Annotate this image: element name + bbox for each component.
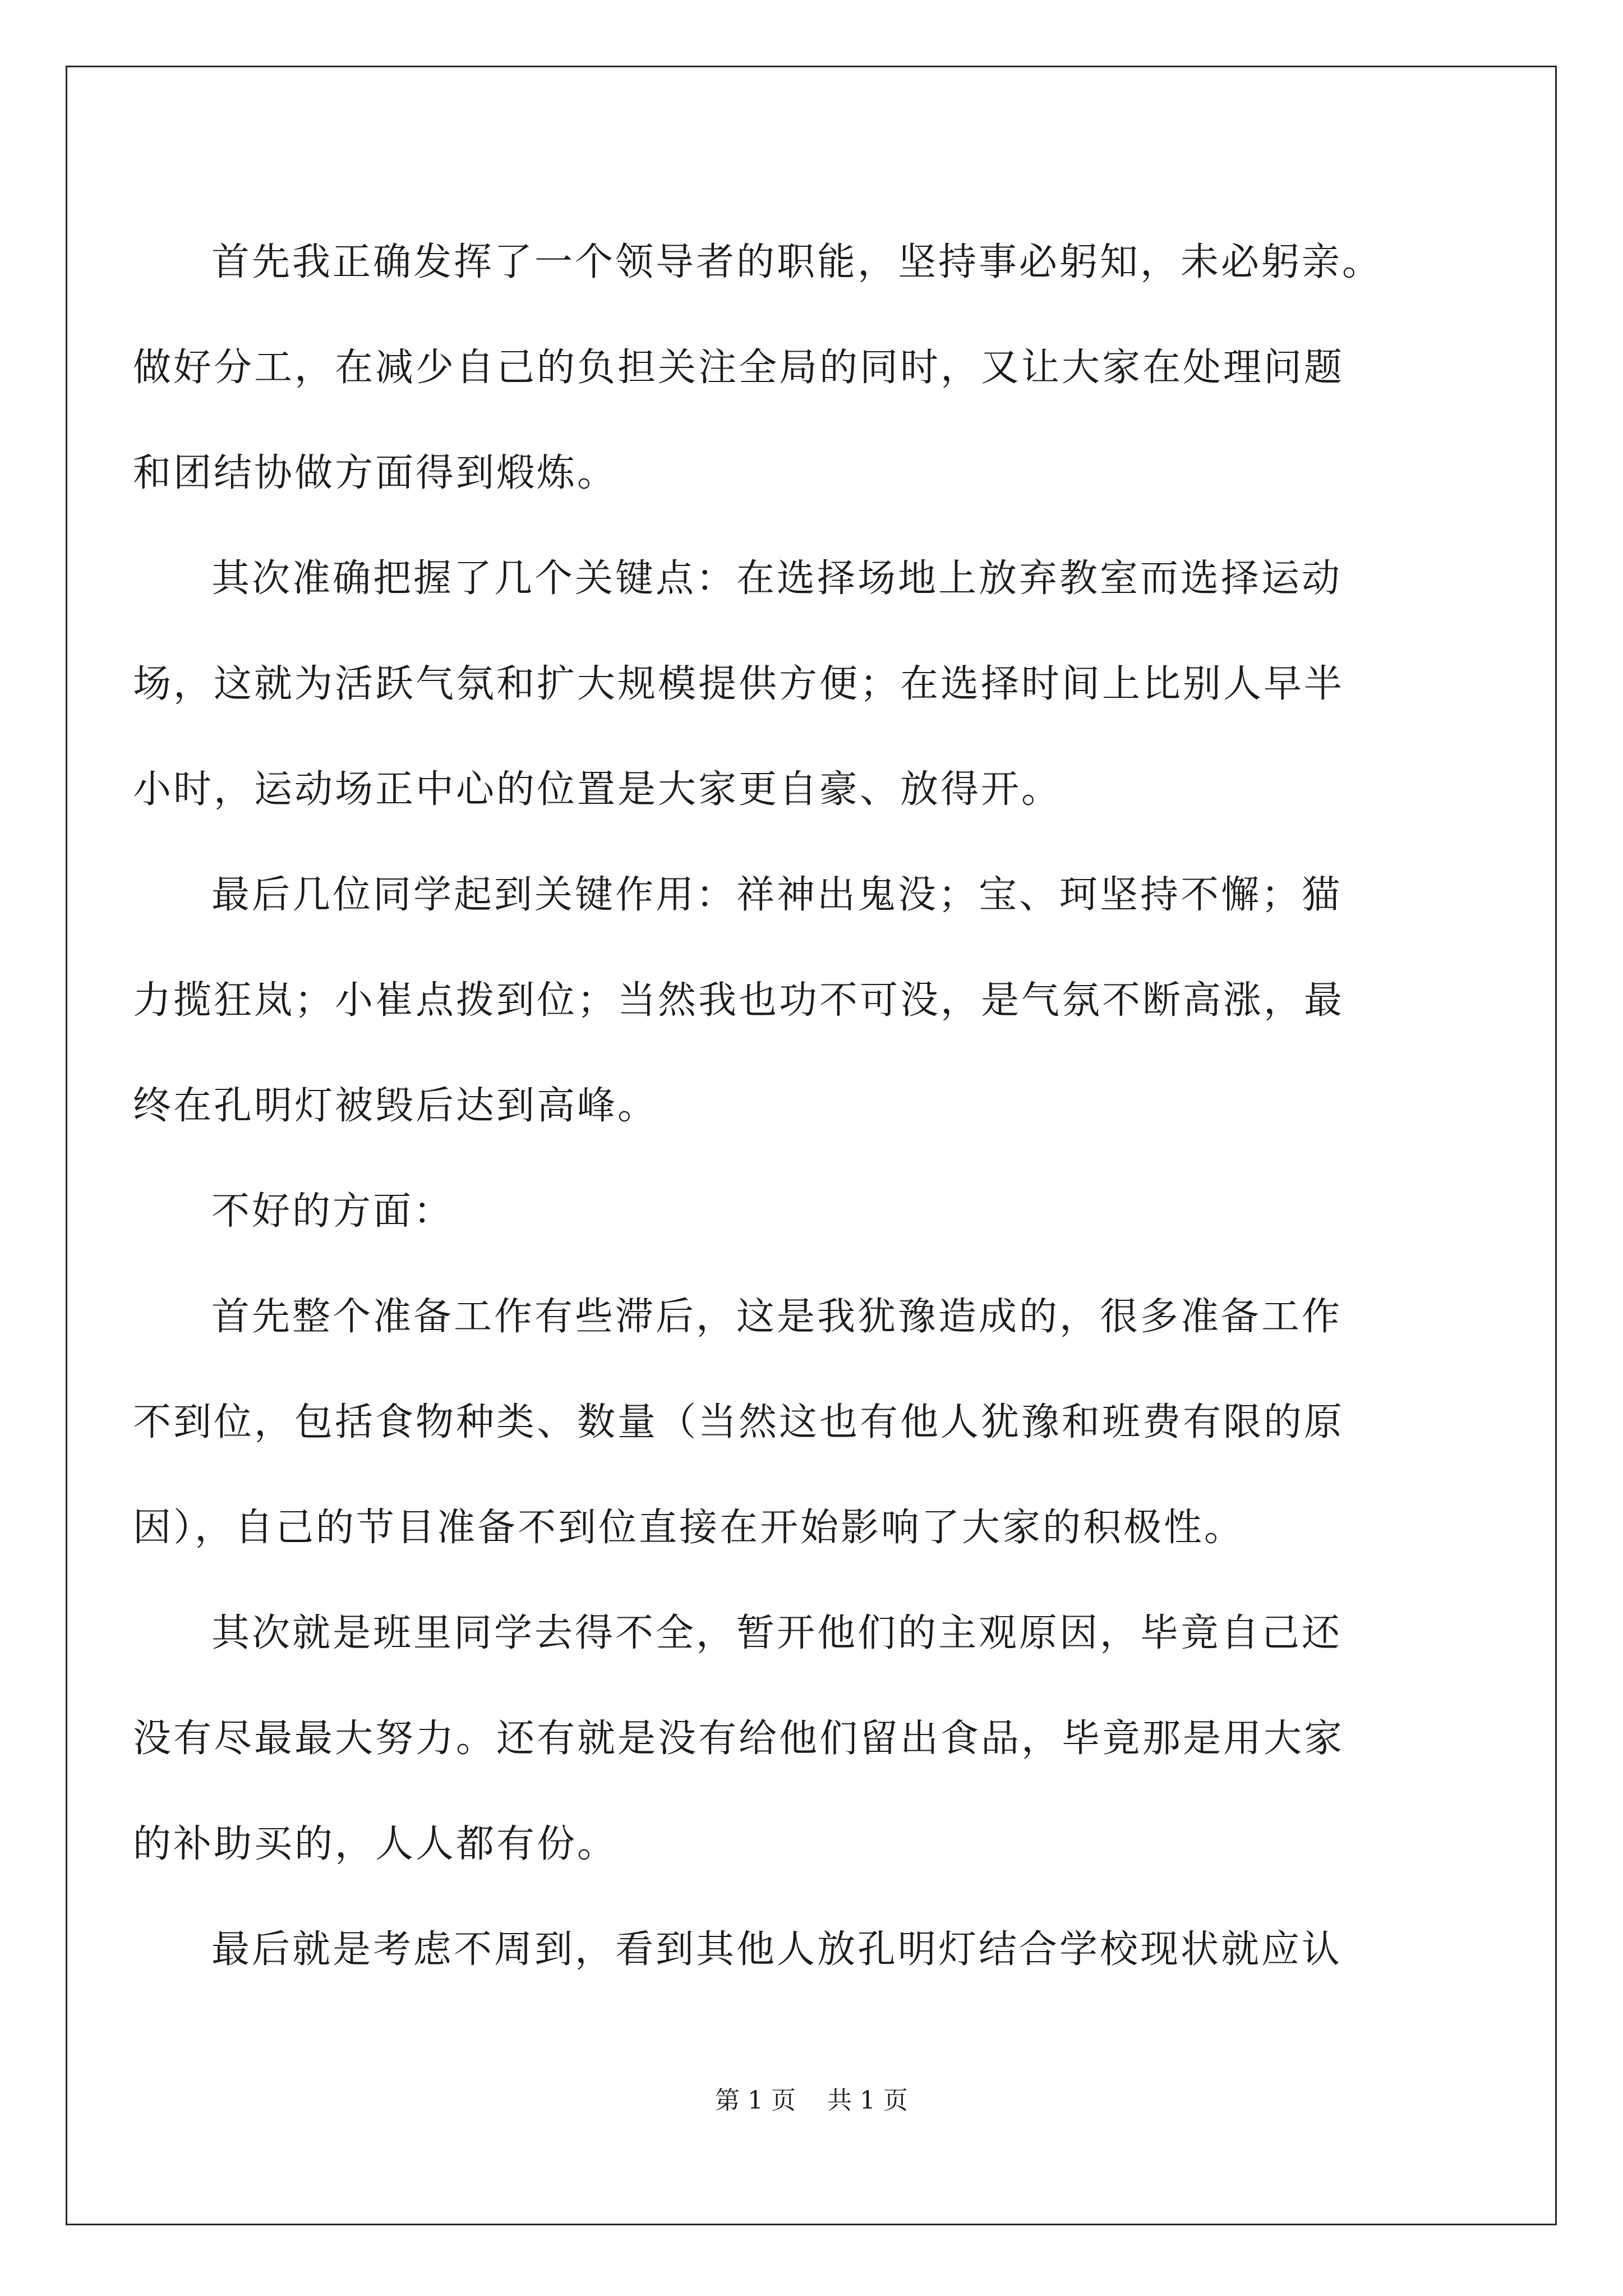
text-line: 场，这就为活跃气氛和扩大规模提供方便；在选择时间上比别人早半	[133, 662, 1345, 706]
text-line: 其次就是班里同学去得不全，暂开他们的主观原因，毕竟自己还	[211, 1611, 1343, 1655]
text-line: 其次准确把握了几个关键点：在选择场地上放弃教室而选择运动	[211, 556, 1343, 601]
text-line: 不好的方面：	[211, 1189, 454, 1234]
page-footer	[0, 2084, 1623, 2118]
text-line: 最后几位同学起到关键作用：祥神出鬼没；宝、珂坚持不懈；猫	[211, 873, 1343, 917]
text-line: 首先整个准备工作有些滞后，这是我犹豫造成的，很多准备工作	[211, 1295, 1343, 1339]
text-line: 小时，运动场正中心的位置是大家更自豪、放得开。	[133, 767, 1062, 812]
document-body	[133, 210, 1501, 2003]
text-line: 没有尽最最大努力。还有就是没有给他们留出食品，毕竟那是用大家	[133, 1717, 1345, 1761]
text-line: 不到位，包括食物种类、数量（当然这也有他人犹豫和班费有限的原	[133, 1400, 1345, 1444]
text-line: 首先我正确发挥了一个领导者的职能，坚持事必躬知，未必躬亲。	[211, 240, 1383, 284]
text-line: 的补助买的，人人都有份。	[133, 1822, 618, 1866]
text-line: 因），自己的节目准备不到位直接在开始影响了大家的积极性。	[133, 1506, 1245, 1550]
page-total: 共 1 页	[827, 2086, 908, 2115]
text-line: 终在孔明灯被毁后达到高峰。	[133, 1084, 658, 1128]
text-line: 力揽狂岚；小崔点拨到位；当然我也功不可没，是气氛不断高涨，最	[133, 978, 1345, 1023]
text-line: 做好分工，在减少自己的负担关注全局的同时，又让大家在处理问题	[133, 346, 1345, 390]
page-number: 第 1 页	[715, 2086, 796, 2115]
text-line: 最后就是考虑不周到，看到其他人放孔明灯结合学校现状就应认	[211, 1927, 1343, 1972]
text-line: 和团结协做方面得到煅炼。	[133, 451, 618, 495]
